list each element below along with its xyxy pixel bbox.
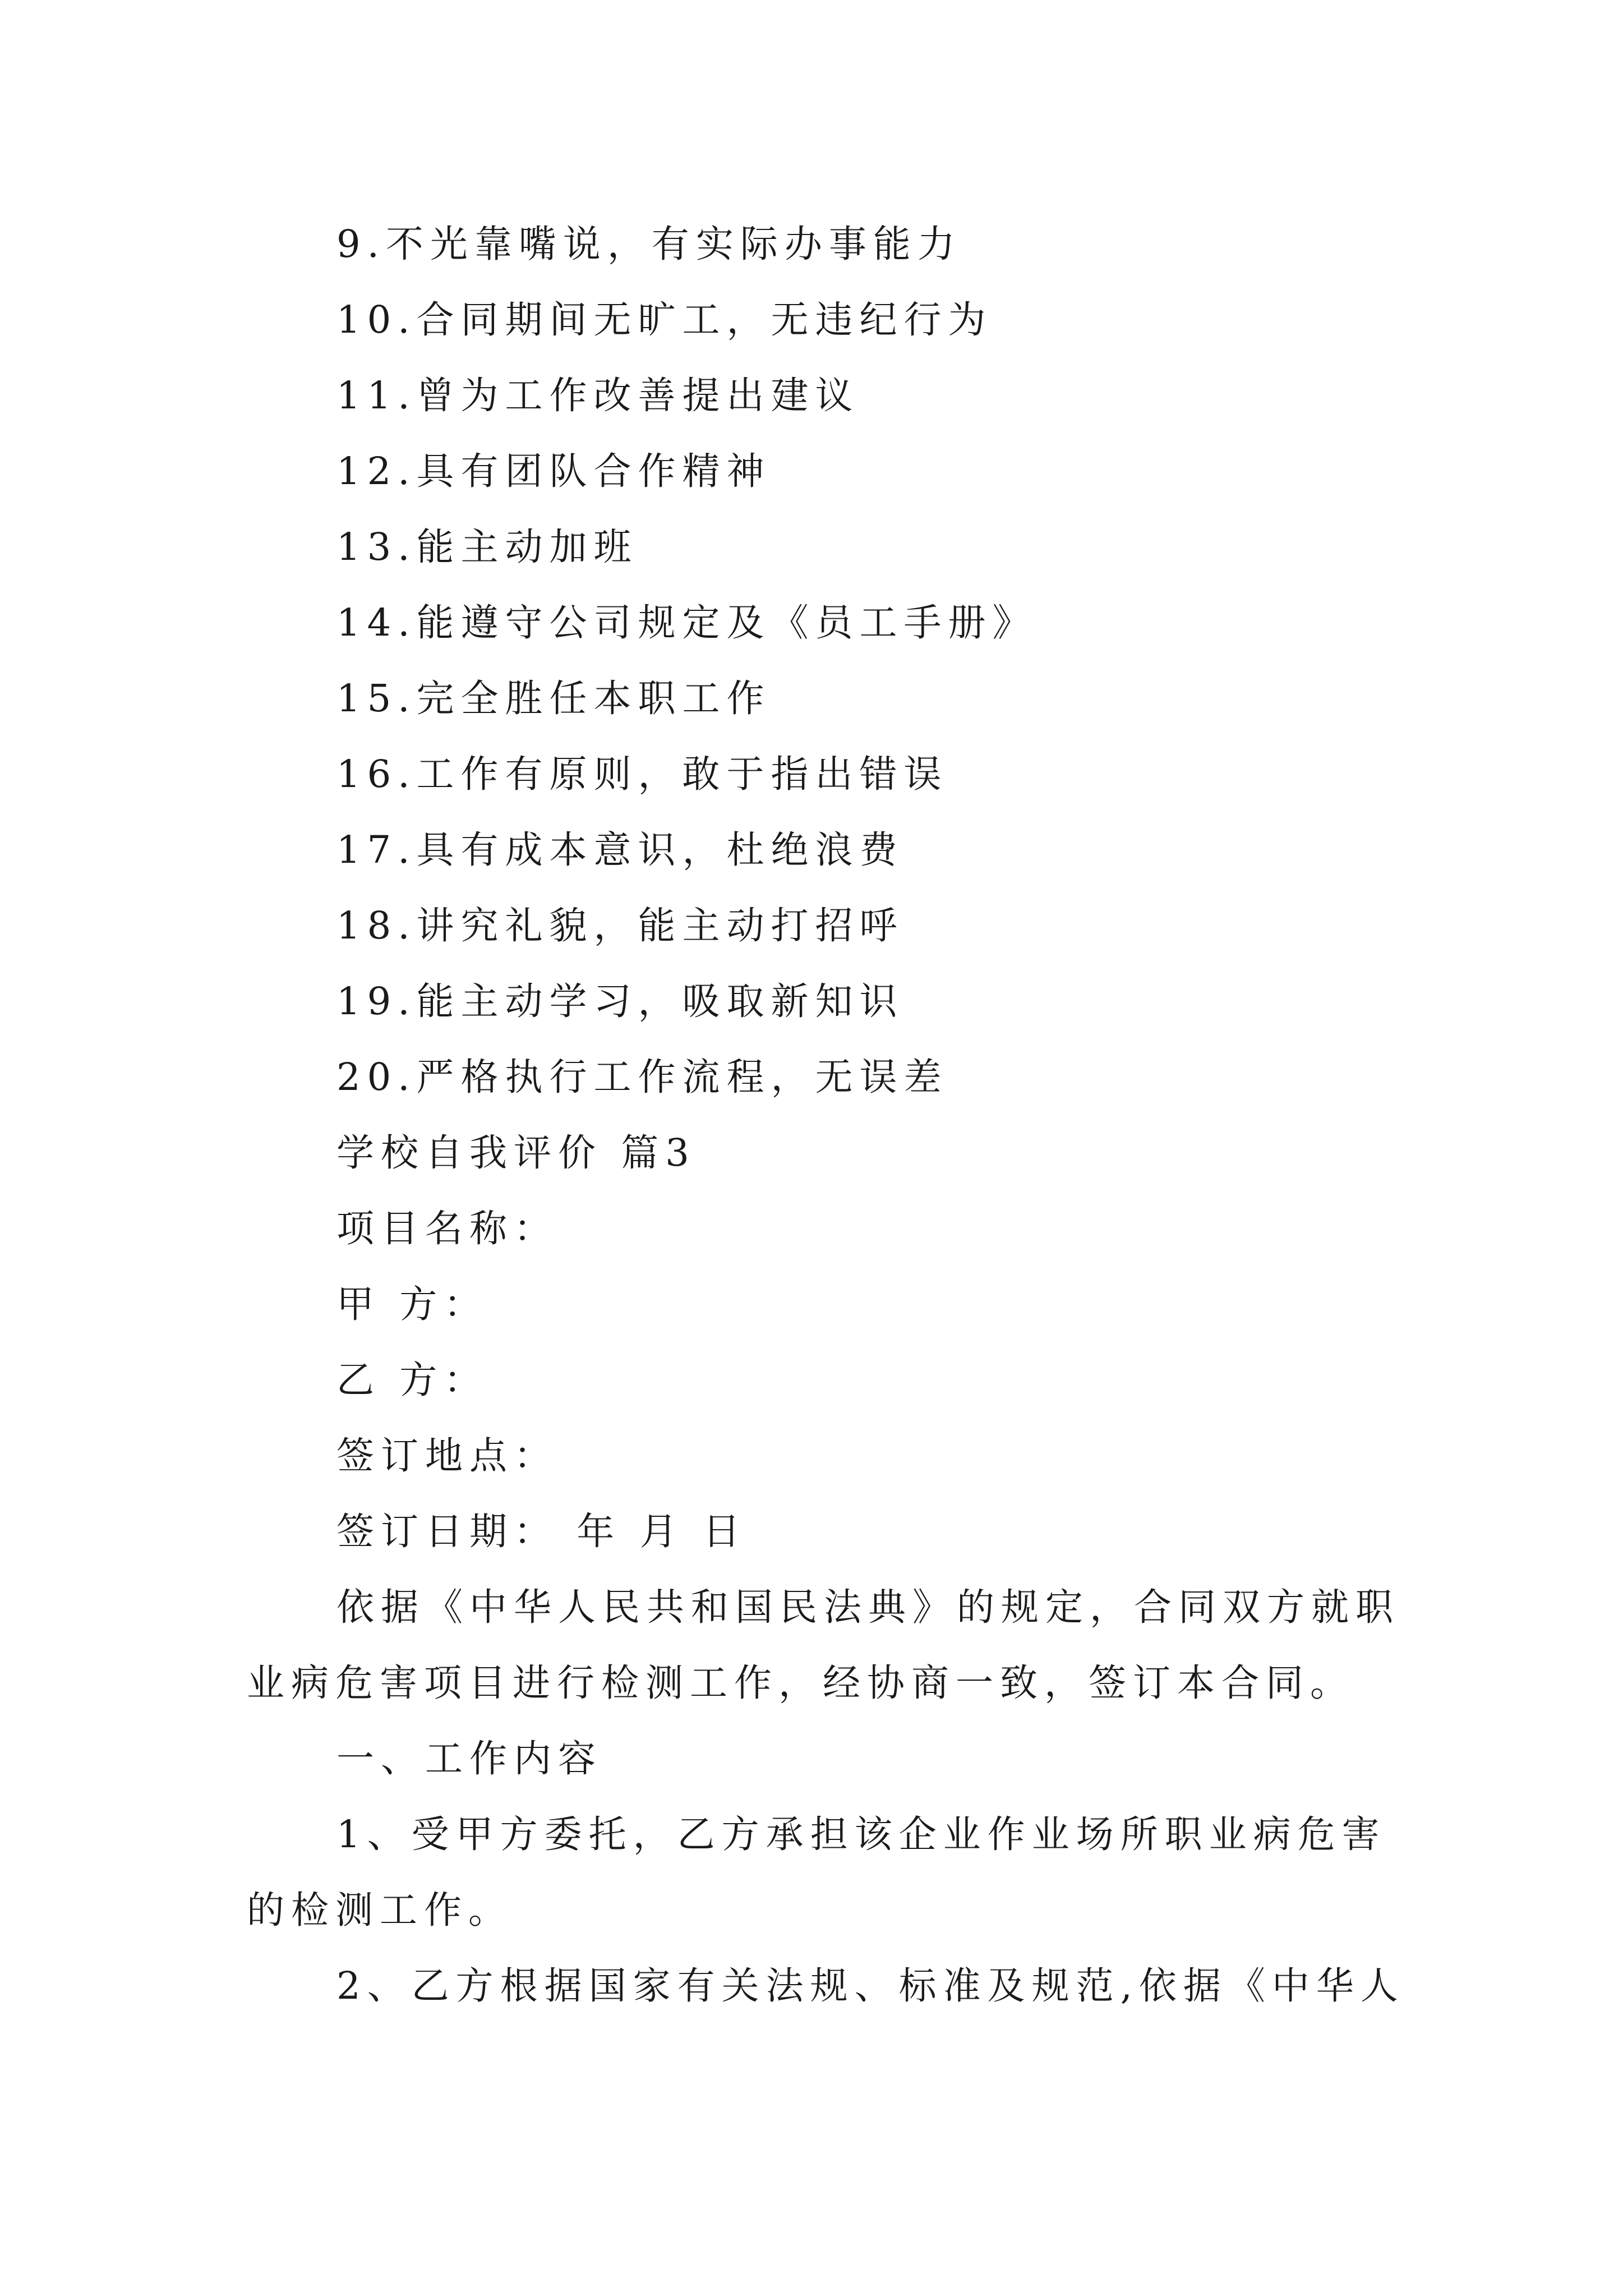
list-item-11: 11.曾为工作改善提出建议 (336, 374, 860, 417)
sign-place-field: 签订地点： (336, 1434, 558, 1478)
list-item-12: 12.具有团队合作精神 (336, 449, 771, 493)
section-heading: 学校自我评价 篇3 (336, 1131, 696, 1175)
section-one-item2-line1: 2、乙方根据国家有关法规、标准及规范,依据《中华人 (336, 1964, 1405, 2008)
list-item-16: 16.工作有原则，敢于指出错误 (336, 752, 948, 796)
list-item-15: 15.完全胜任本职工作 (336, 677, 771, 720)
list-item-19: 19.能主动学习，吸取新知识 (336, 979, 904, 1023)
party-a-field: 甲 方： (336, 1282, 488, 1326)
list-item-14: 14.能遵守公司规定及《员工手册》 (336, 601, 1037, 645)
list-item-9: 9.不光靠嘴说，有实际办事能力 (336, 222, 962, 266)
sign-date-field: 签订日期： 年 月 日 (336, 1510, 747, 1553)
section-one-item1-line1: 1、受甲方委托，乙方承担该企业作业场所职业病危害 (336, 1812, 1386, 1856)
preamble-line-2: 业病危害项目进行检测工作，经协商一致，签订本合同。 (247, 1661, 1354, 1705)
list-item-13: 13.能主动加班 (336, 525, 638, 569)
project-name-field: 项目名称： (336, 1207, 558, 1250)
list-item-18: 18.讲究礼貌，能主动打招呼 (336, 904, 904, 947)
list-item-10: 10.合同期间无旷工，无违纪行为 (336, 298, 993, 342)
party-b-field: 乙 方： (336, 1358, 488, 1402)
list-item-17: 17.具有成本意识，杜绝浪费 (336, 828, 904, 872)
section-one-item1-line2: 的检测工作。 (247, 1888, 513, 1932)
list-item-20: 20.严格执行工作流程，无误差 (336, 1055, 948, 1099)
section-one-title: 一、工作内容 (336, 1737, 602, 1780)
preamble-line-1: 依据《中华人民共和国民法典》的规定，合同双方就职 (336, 1585, 1400, 1629)
